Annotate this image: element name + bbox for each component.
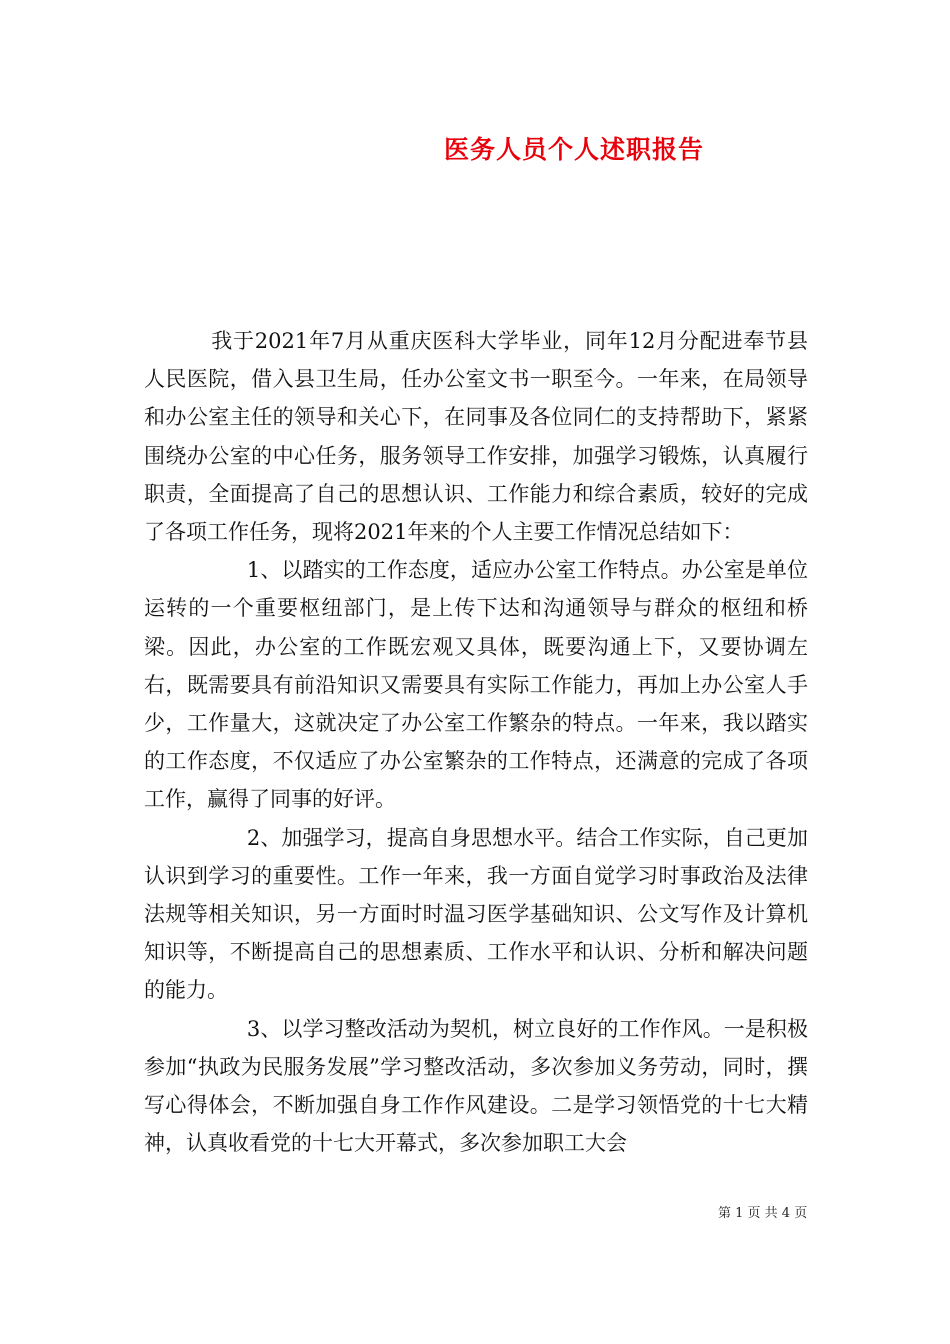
paragraph-item-3: 3、以学习整改活动为契机，树立良好的工作作风。一是积极参加“执政为民服务发展”学习整改活动，多次参加义务劳动，同时，撰写心得体会，不断加强自身工作作风建设。二是学习领悟党的十七大精神，认真收看党的十七大开幕式，多次参加职工大会 [144,1016,808,1156]
title-block [444,130,744,166]
paragraph-intro: 我于2021年7月从重庆医科大学毕业，同年12月分配进奉节县人民医院，借入县卫生局，任办公室文书一职至今。一年来，在局领导和办公室主任的领导和关心下，在同事及各位同仁的支持帮助下，紧紧围绕办公室的中心任务，服务领导工作安排，加强学习锻炼，认真履行职责，全面提高了自己的思想认识、工作能力和综合素质，较好的完成了各项工作任务，现将2021年来的个人主要工作情况总结如下： [144,329,808,545]
document-title: 医务人员个人述职报告 [444,135,705,164]
paragraph-item-2: 2、加强学习，提高自身思想水平。结合工作实际，自己更加认识到学习的重要性。工作一年来，我一方面自觉学习时事政治及法律法规等相关知识，另一方面时时温习医学基础知识、公文写作及计算机知识等，不断提高自己的思想素质、工作水平和认识、分析和解决问题的能力。 [144,825,808,1003]
paragraph-item-1: 1、以踏实的工作态度，适应办公室工作特点。办公室是单位运转的一个重要枢纽部门，是上传下达和沟通领导与群众的枢纽和桥梁。因此，办公室的工作既宏观又具体，既要沟通上下，又要协调左右，既需要具有前沿知识又需要具有实际工作能力，再加上办公室人手少，工作量大，这就决定了办公室工作繁杂的特点。一年来，我以踏实的工作态度，不仅适应了办公室繁杂的工作特点，还满意的完成了各项工作，赢得了同事的好评。 [144,558,808,812]
document-body [144,322,808,1162]
page-number-footer: 第 1 页 共 4 页 [718,1206,808,1221]
